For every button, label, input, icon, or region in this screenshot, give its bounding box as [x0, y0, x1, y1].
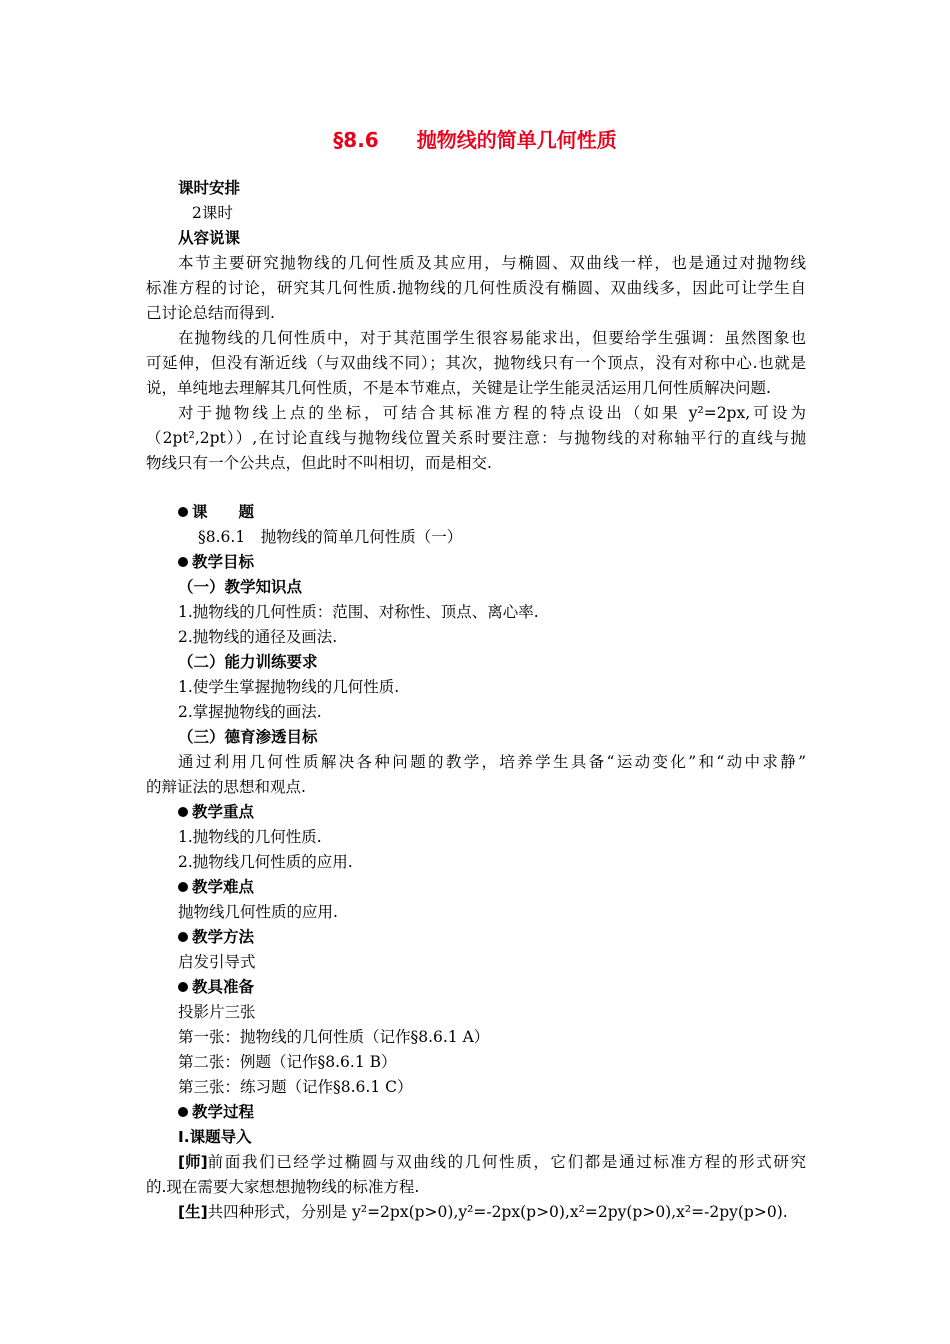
tools-item: 第三张：练习题（记作§8.6.1 C） — [178, 1078, 413, 1096]
key-point-item: 2.抛物线几何性质的应用. — [178, 853, 353, 871]
page-title — [0, 124, 950, 153]
bullet-icon — [178, 557, 188, 567]
goals-heading — [178, 552, 254, 572]
process-heading — [178, 1102, 254, 1122]
intro-p3-line3: 物线只有一个公共点，但此时不叫相切，而是相交. — [146, 454, 492, 472]
intro-p1-line3: 己讨论总结而得到. — [146, 304, 275, 322]
tools-item: 第一张：抛物线的几何性质（记作§8.6.1 A） — [178, 1028, 490, 1046]
process-step1: Ⅰ.课题导入 — [178, 1128, 252, 1146]
intro-p2-line1: 在抛物线的几何性质中，对于其范围学生很容易能求出，但要给学生强调：虽然图象也 — [178, 329, 806, 347]
key-points-heading-text: 教学重点 — [192, 803, 255, 821]
student-line — [178, 1202, 788, 1222]
section-number: §8.6 — [333, 128, 379, 152]
bullet-icon — [178, 1107, 188, 1117]
bullet-icon — [178, 982, 188, 992]
goals-heading-text: 教学目标 — [192, 553, 255, 571]
goals-s2-item: 1.使学生掌握抛物线的几何性质. — [178, 678, 400, 696]
teacher-tag: [师] — [178, 1153, 208, 1171]
goals-s3-line2: 的辩证法的思想和观点. — [146, 778, 306, 796]
intro-heading: 从容说课 — [178, 229, 241, 247]
teacher-line1 — [178, 1152, 806, 1172]
bullet-icon — [178, 932, 188, 942]
student-text: 共四种形式，分别是 y²=2px(p>0),y²=-2px(p>0),x²=2py(p>0),x²=-2py(p>0). — [207, 1203, 788, 1221]
method-value: 启发引导式 — [178, 953, 256, 971]
goals-s1-item: 1.抛物线的几何性质：范围、对称性、顶点、离心率. — [178, 603, 539, 621]
key-points-heading — [178, 802, 254, 822]
difficulty-heading — [178, 877, 254, 897]
goals-s3-heading: （三）德育渗透目标 — [178, 728, 318, 746]
bullet-icon — [178, 507, 188, 517]
title-text: 抛物线的简单几何性质 — [416, 128, 617, 152]
topic-heading-text: 课 题 — [192, 503, 255, 521]
schedule-value: 2课时 — [192, 204, 233, 222]
goals-s1-heading: （一）教学知识点 — [178, 578, 303, 596]
topic-value: §8.6.1 抛物线的简单几何性质（一） — [198, 528, 463, 546]
process-heading-text: 教学过程 — [192, 1103, 255, 1121]
intro-p1-line1: 本节主要研究抛物线的几何性质及其应用，与椭圆、双曲线一样，也是通过对抛物线 — [178, 254, 806, 272]
intro-p1-line2: 标准方程的讨论，研究其几何性质.抛物线的几何性质没有椭圆、双曲线多，因此可让学生自 — [146, 279, 806, 297]
schedule-heading: 课时安排 — [178, 179, 241, 197]
student-tag: [生] — [178, 1203, 208, 1221]
intro-p3-line1: 对于抛物线上点的坐标，可结合其标准方程的特点设出（如果 y²=2px,可设为 — [178, 404, 806, 422]
topic-heading — [178, 502, 254, 522]
teacher-line2: 的.现在需要大家想想抛物线的标准方程. — [146, 1178, 420, 1196]
goals-s3-line1: 通过利用几何性质解决各种问题的教学，培养学生具备“运动变化”和“动中求静” — [178, 753, 806, 771]
key-point-item: 1.抛物线的几何性质. — [178, 828, 322, 846]
method-heading-text: 教学方法 — [192, 928, 255, 946]
goals-s1-item: 2.抛物线的通径及画法. — [178, 628, 338, 646]
difficulty-value: 抛物线几何性质的应用. — [178, 903, 338, 921]
difficulty-heading-text: 教学难点 — [192, 878, 255, 896]
intro-p2-line2: 可延伸，但没有渐近线（与双曲线不同）；其次，抛物线只有一个顶点，没有对称中心.也就是 — [146, 354, 806, 372]
tools-item: 第二张：例题（记作§8.6.1 B） — [178, 1053, 397, 1071]
intro-p2-line3: 说，单纯地去理解其几何性质，不是本节难点，关键是让学生能灵活运用几何性质解决问题. — [146, 379, 771, 397]
intro-p3-line2: （2pt²,2pt））,在讨论直线与抛物线位置关系时要注意：与抛物线的对称轴平行的直线与抛 — [146, 429, 806, 447]
bullet-icon — [178, 807, 188, 817]
goals-s2-item: 2.掌握抛物线的画法. — [178, 703, 322, 721]
method-heading — [178, 927, 254, 947]
bullet-icon — [178, 882, 188, 892]
goals-s2-heading: （二）能力训练要求 — [178, 653, 318, 671]
teacher-text: 前面我们已经学过椭圆与双曲线的几何性质，它们都是通过标准方程的形式研究 — [207, 1153, 806, 1171]
tools-heading-text: 教具准备 — [192, 978, 255, 996]
tools-item: 投影片三张 — [178, 1003, 256, 1021]
tools-heading — [178, 977, 254, 997]
